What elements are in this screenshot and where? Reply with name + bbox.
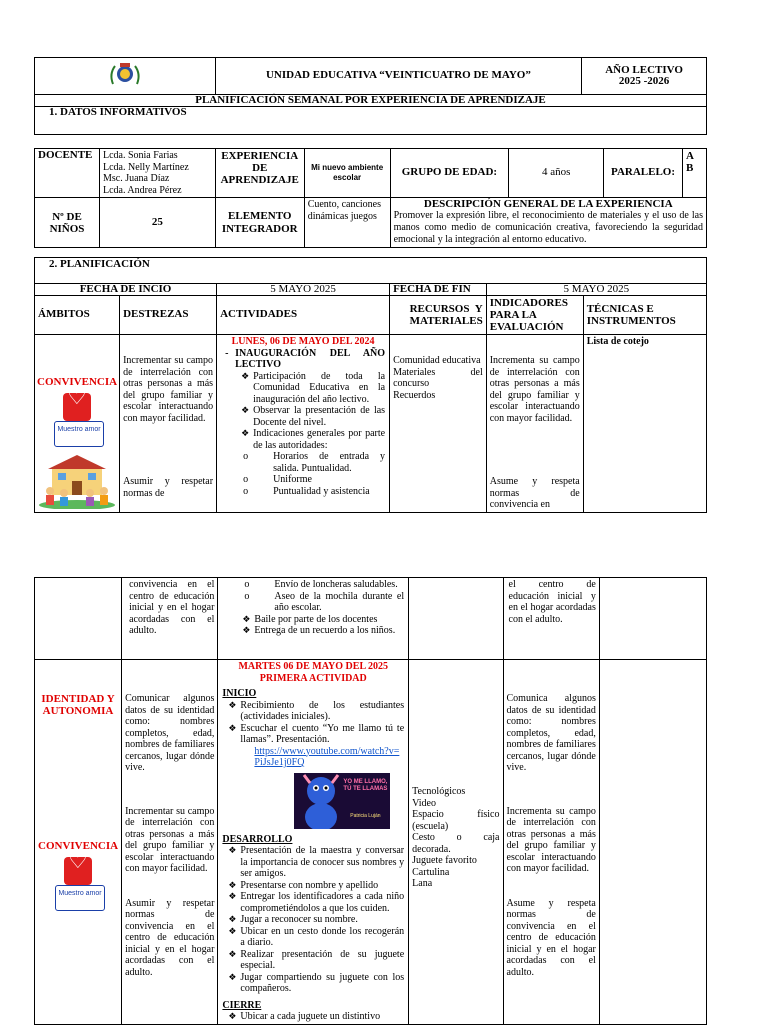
info-table xyxy=(34,148,707,248)
experiencia-value: Mi nuevo ambiente escolar xyxy=(304,149,390,198)
day2-recurso-4: Cesto o caja decorada. xyxy=(412,832,500,855)
col-ambitos: ÁMBITOS xyxy=(35,296,120,335)
day2-cierre-item: ❖ Ubicar a cada juguete un distintivo xyxy=(226,1011,404,1023)
school-year xyxy=(582,58,707,95)
row1-subitem-3: o Puntualidad y asistencia xyxy=(221,486,385,498)
row1-recursos xyxy=(390,335,487,513)
row1-indicador-2: Asume y respeta normas de convivencia en xyxy=(489,476,580,510)
cont-subitem-2: o Aseo de la mochila durante el año escolar. xyxy=(222,591,404,614)
day2-desarrollo-item-7: ❖ Jugar compartiendo su juguete con los compañeros. xyxy=(226,972,404,995)
plan-table xyxy=(34,257,707,513)
cont-destreza: convivencia en el centro de educación inicial y en el hogar acordadas con el adulto. xyxy=(122,578,218,660)
row1-destreza-1: Incrementar su campo de interrelación con otras personas a más del grupo familiar y escolar interactuando con mayor facilidad. xyxy=(123,355,214,424)
book-cover xyxy=(294,773,390,829)
docente-label: DOCENTE xyxy=(35,149,100,198)
row1-item-3: ❖ Indicaciones generales por parte de las autoridades: xyxy=(239,428,385,451)
cont-actividades xyxy=(218,578,409,660)
fecha-inicio-label: FECHA DE INCIO xyxy=(35,284,217,296)
ninos-label: Nº DE NIÑOS xyxy=(35,198,100,248)
section-planificacion: 2. PLANIFICACIÓN xyxy=(35,258,707,284)
row1-tecnica: Lista de cotejo xyxy=(583,335,706,513)
cont-subitem-1: o Envío de loncheras saludables. xyxy=(222,579,404,591)
day2-activity: PRIMERA ACTIVIDAD xyxy=(259,672,367,684)
row1-item-2: ❖ Observar la presentación de las Docente del nivel. xyxy=(239,405,385,428)
docente-list xyxy=(99,149,215,198)
fecha-fin-value: 5 MAYO 2025 xyxy=(486,284,706,296)
row1-title: - INAUGURACIÓN DEL AÑO LECTIVO xyxy=(221,348,385,371)
grupo-value: 4 años xyxy=(509,149,604,198)
docente-1: Lcda. Sonia Farias xyxy=(102,150,178,161)
row1-recurso-2: Materiales del concurso xyxy=(393,366,483,389)
day2-day: MARTES 06 DE MAYO DEL 2025 xyxy=(238,661,389,672)
book-title: YO ME LLAMO, TÚ TE LLAMAS xyxy=(343,778,388,792)
muestro-amor-badge xyxy=(37,393,117,447)
cont-item-2: ❖ Entrega de un recuerdo a los niños. xyxy=(240,625,404,637)
paralelo-value: A B xyxy=(683,149,707,198)
plan-title: PLANIFICACIÓN SEMANAL POR EXPERIENCIA DE APRENDIZAJE xyxy=(35,95,707,107)
row1-recurso-1: Comunidad educativa xyxy=(393,355,481,366)
cont-indicador: el centro de educación inicial y en el hogar acordadas con el adulto. xyxy=(503,578,599,660)
day2-badge xyxy=(38,857,118,911)
day2-desarrollo-item-2: ❖ Presentarse con nombre y apellido xyxy=(226,880,404,892)
day2-indicador-1: Comunica algunos datos de su identidad como: nombres completos, edad, nombres de familiares cercanos, lugar dónde vive. xyxy=(506,693,596,773)
logo-cell xyxy=(35,58,216,95)
col-actividades: ACTIVIDADES xyxy=(217,296,390,335)
day2-recursos xyxy=(409,660,503,1025)
section-datos: 1. DATOS INFORMATIVOS xyxy=(35,107,707,135)
day2-inicio-item-1: ❖ Recibimiento de los estudiantes (actividades iniciales). xyxy=(226,700,404,723)
day2-desarrollo-item-1: ❖ Presentación de la maestra y conversar la importancia de conocer sus nombres y ser amigos. xyxy=(226,845,404,880)
day2-inicio: INICIO xyxy=(222,688,257,699)
row1-recurso-3: Recuerdos xyxy=(393,389,436,401)
elemento-label: ELEMENTO INTEGRADOR xyxy=(215,198,304,248)
header-table xyxy=(34,57,707,135)
fecha-fin-label: FECHA DE FIN xyxy=(390,284,487,296)
day2-actividades xyxy=(218,660,409,1025)
day2-desarrollo-item-3: ❖ Entregar los identificadores a cada niño comprometiéndolos a que los cuiden. xyxy=(226,891,404,914)
day2-destreza-1: Comunicar algunos datos de su identidad como: nombres completos, edad, nombres de familiares cercanos, lugar dónde vive. xyxy=(125,693,215,773)
row1-ambito xyxy=(35,335,120,513)
row1-subitem-1: o Horarios de entrada y salida. Puntualidad. xyxy=(221,451,385,474)
col-tecnicas: TÉCNICAS E INSTRUMENTOS xyxy=(583,296,706,335)
book-character-icon xyxy=(296,773,346,829)
year-label: AÑO LECTIVO xyxy=(605,63,683,76)
elemento-value: Cuento, canciones dinámicas juegos xyxy=(304,198,390,248)
school-logo-icon xyxy=(105,60,145,88)
row1-item-1: ❖ Participación de toda la Comunidad Educativa en la inauguración del año lectivo. xyxy=(239,371,385,406)
heart-icon xyxy=(64,857,92,885)
row1-destrezas xyxy=(120,335,217,513)
day2-desarrollo-item-5: ❖ Ubicar en un cesto donde los recogerán a diario. xyxy=(226,926,404,949)
descripcion-label: DESCRIPCIÓN GENERAL DE LA EXPERIENCIA xyxy=(423,198,673,210)
descripcion-value: Promover la expresión libre, el reconocimiento de materiales y el uso de las manos como medio de comunicación creativa, favoreciendo la seguridad emocional y la integración al entorno educativo. xyxy=(393,210,703,245)
badge-text: Muestro amor xyxy=(55,885,105,911)
day2-indicador-2: Incrementa su campo de interrelación con otras personas a más del grupo familiar y escolar interactuando con mayor facilidad. xyxy=(506,805,596,874)
row1-subitem-2: o Uniforme xyxy=(221,474,385,486)
day2-indicadores xyxy=(503,660,599,1025)
paralelo-label: PARALELO: xyxy=(604,149,683,198)
grupo-label: GRUPO DE EDAD: xyxy=(390,149,509,198)
row1-actividades xyxy=(217,335,390,513)
day2-desarrollo-item-4: ❖ Jugar a reconocer su nombre. xyxy=(226,914,404,926)
row1-indicadores xyxy=(486,335,583,513)
day2-ambito-1: IDENTIDAD Y AUTONOMIA xyxy=(41,693,115,717)
day2-desarrollo-item-6: ❖ Realizar presentación de su juguete especial. xyxy=(226,949,404,972)
day2-recurso-2: Video xyxy=(412,797,436,809)
col-recursos: RECURSOS Y MATERIALES xyxy=(407,296,487,335)
day2-inicio-item-2: ❖ Escuchar el cuento “Yo me llamo tú te llamas”. Presentación. xyxy=(226,723,404,746)
docente-2: Lcda. Nelly Martínez xyxy=(102,161,189,173)
day2-ambitos xyxy=(35,660,122,1025)
school-name: UNIDAD EDUCATIVA “VEINTICUATRO DE MAYO” xyxy=(215,58,581,95)
day2-recurso-1: Tecnológicos xyxy=(412,786,466,797)
day2-recurso-7: Lana xyxy=(412,878,433,889)
docente-4: Lcda. Andrea Pérez xyxy=(102,184,182,196)
docente-3: Msc. Juana Díaz xyxy=(102,173,170,184)
experiencia-label: EXPERIENCIA DE APRENDIZAJE xyxy=(215,149,304,198)
day2-recurso-3: Espacio físico (escuela) xyxy=(412,809,500,832)
row1-indicador-1: Incrementa su campo de interrelación con otras personas a más del grupo familiar y escolar interactuando con mayor facilidad. xyxy=(489,355,580,424)
day2-recurso-6: Cartulina xyxy=(412,866,450,878)
row1-day: LUNES, 06 DE MAYO DEL 2024 xyxy=(231,336,375,347)
heart-icon xyxy=(63,393,91,421)
year-value: 2025 -2026 xyxy=(618,75,670,87)
day2-indicador-3: Asume y respeta normas de convivencia en el centro de educación inicial y en el hogar acordadas con el adulto. xyxy=(506,897,596,978)
day2-ambito-2: CONVIVENCIA xyxy=(38,840,119,852)
day2-destreza-3: Asumir y respetar normas de convivencia en el centro de educación inicial y en el hogar acordadas con el adulto. xyxy=(125,897,215,978)
school-kids-illustration-icon xyxy=(38,453,116,509)
descripcion-cell xyxy=(390,198,706,248)
book-author: Patricia Luján xyxy=(350,812,381,819)
page2-table xyxy=(34,577,707,1025)
row1-destreza-2: Asumir y respetar normas de xyxy=(123,476,214,499)
ninos-value: 25 xyxy=(99,198,215,248)
day2-destreza-2: Incrementar su campo de interrelación con otras personas a más del grupo familiar y escolar interactuando con mayor facilidad. xyxy=(125,805,215,874)
badge-text: Muestro amor xyxy=(54,421,104,447)
video-link[interactable]: https://www.youtube.com/watch?v=PiJsJe1j0FQ xyxy=(254,745,400,768)
day2-cierre: CIERRE xyxy=(222,999,262,1011)
day2-recurso-5: Juguete favorito xyxy=(412,855,477,866)
day2-destrezas xyxy=(122,660,218,1025)
col-destrezas: DESTREZAS xyxy=(120,296,217,335)
cont-item-1: ❖ Baile por parte de los docentes xyxy=(240,614,404,626)
day2-desarrollo: DESARROLLO xyxy=(222,833,293,845)
col-indicadores: INDICADORES PARA LA EVALUACIÓN xyxy=(486,296,583,335)
fecha-inicio-value: 5 MAYO 2025 xyxy=(217,284,390,296)
row1-ambito-label: CONVIVENCIA xyxy=(37,376,118,388)
